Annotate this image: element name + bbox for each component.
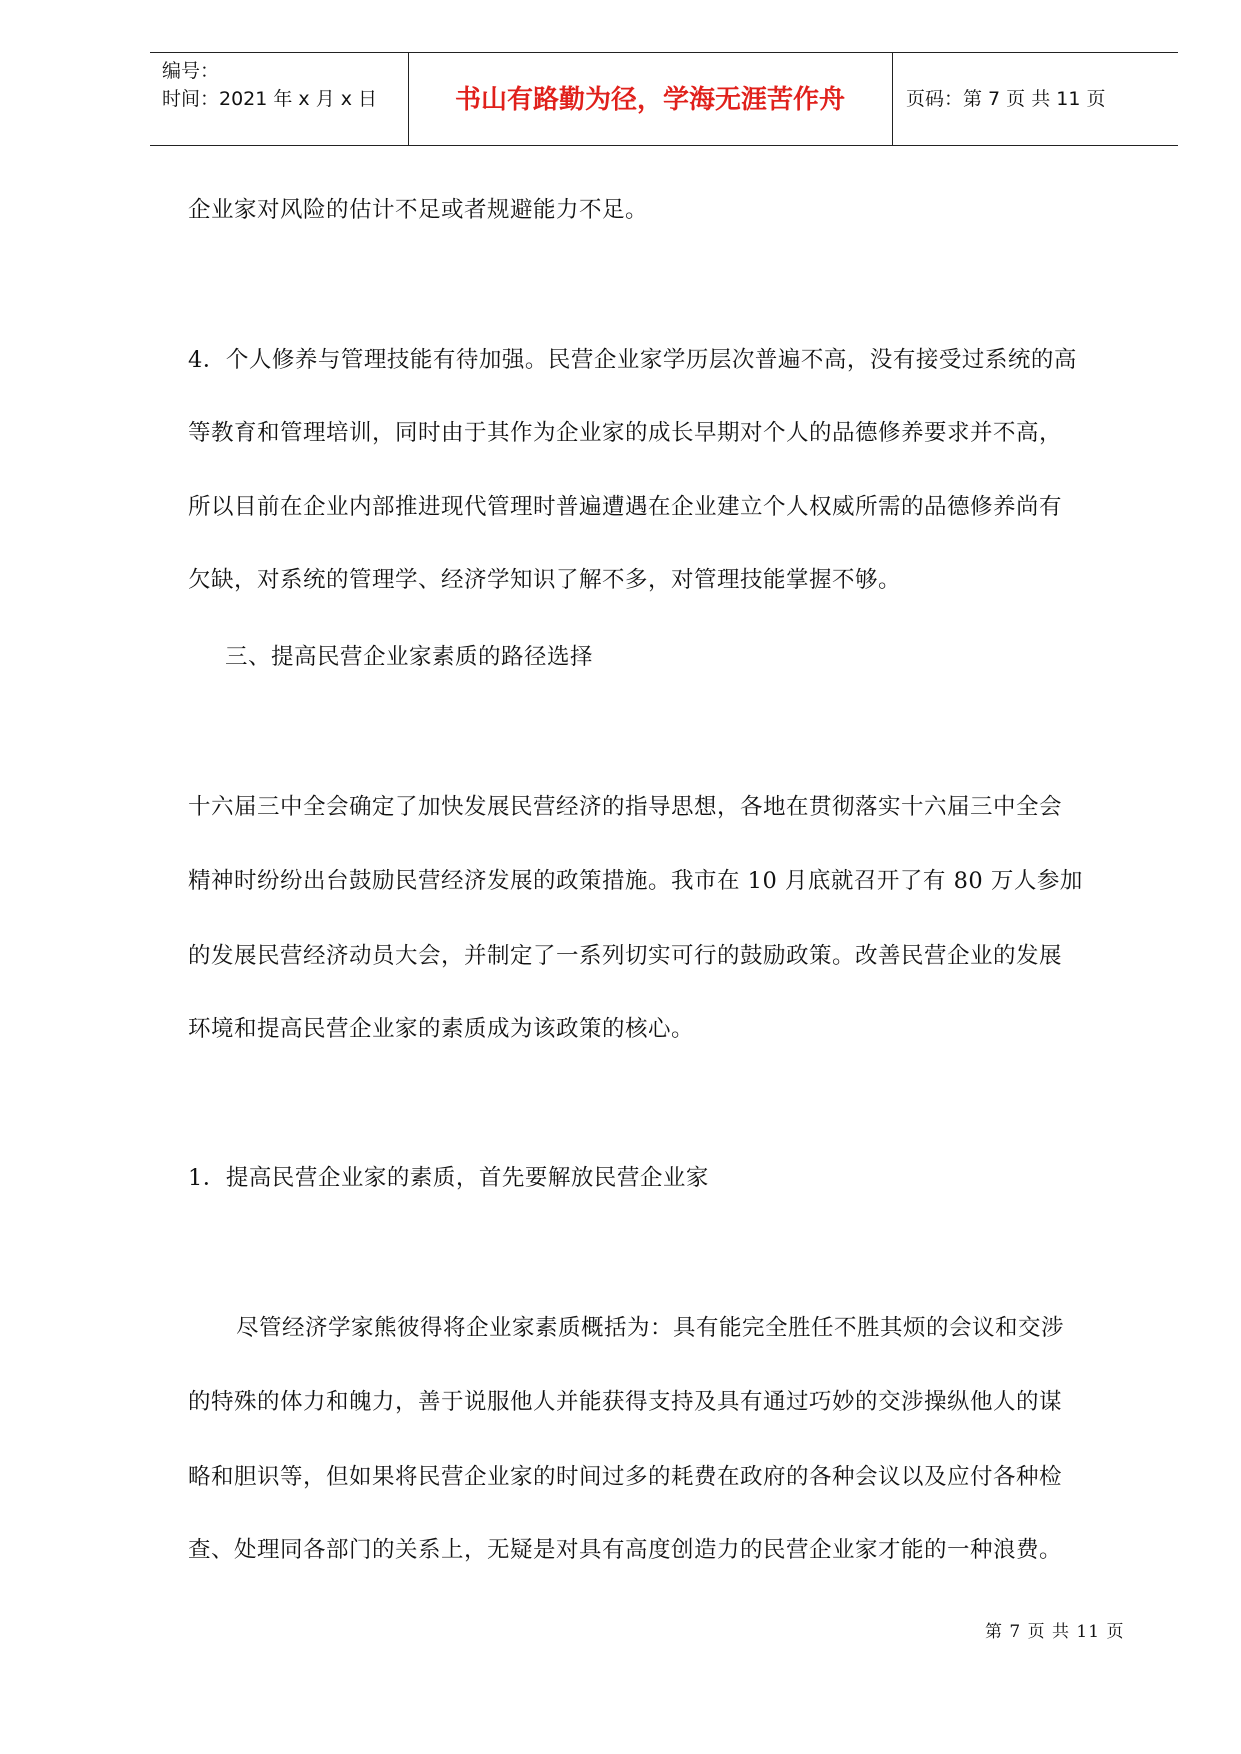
body-line: 尽管经济学家熊彼得将企业家素质概括为：具有能完全胜任不胜其烦的会议和交涉 [236,1315,1065,1341]
body-line: 精神时纷纷出台鼓励民营经济发展的政策措施。我市在 10 月底就召开了有 80 万人参加 [188,868,1083,894]
body-line: 环境和提高民营企业家的素质成为该政策的核心。 [188,1016,695,1042]
body-line: 欠缺，对系统的管理学、经济学知识了解不多，对管理技能掌握不够。 [188,567,902,593]
body-line: 查、处理同各部门的关系上，无疑是对具有高度创造力的民营企业家才能的一种浪费。 [188,1537,1063,1563]
header-motto: 书山有路勤为径，学海无涯苦作舟 [454,85,845,115]
body-line: 十六届三中全会确定了加快发展民营经济的指导思想，各地在贯彻落实十六届三中全会 [188,794,1063,820]
subsection-heading: 1．提高民营企业家的素质，首先要解放民营企业家 [188,1165,709,1191]
header-page-info: 页码：第 7 页 共 11 页 [906,88,1106,110]
document-date-label: 时间：2021 年 x 月 x 日 [162,88,378,110]
body-line: 4．个人修养与管理技能有待加强。民营企业家学历层次普遍不高，没有接受过系统的高 [188,347,1077,373]
body-line: 的发展民营经济动员大会，并制定了一系列切实可行的鼓励政策。改善民营企业的发展 [188,943,1063,969]
header-meta [162,57,412,113]
section-heading: 三、提高民营企业家素质的路径选择 [225,644,594,670]
body-line: 企业家对风险的估计不足或者规避能力不足。 [188,197,649,223]
body-line: 的特殊的体力和魄力，善于说服他人并能获得支持及具有通过巧妙的交涉操纵他人的谋 [188,1389,1063,1415]
body-line: 所以目前在企业内部推进现代管理时普遍遭遇在企业建立个人权威所需的品德修养尚有 [188,494,1063,520]
body-line: 略和胆识等，但如果将民营企业家的时间过多的耗费在政府的各种会议以及应付各种检 [188,1464,1063,1490]
header-divider-right [892,53,893,145]
page-footer: 第 7 页 共 11 页 [985,1622,1125,1642]
page-header [150,52,1178,146]
body-line: 等教育和管理培训，同时由于其作为企业家的成长早期对个人的品德修养要求并不高， [188,420,1063,446]
document-number-label: 编号： [162,60,220,82]
